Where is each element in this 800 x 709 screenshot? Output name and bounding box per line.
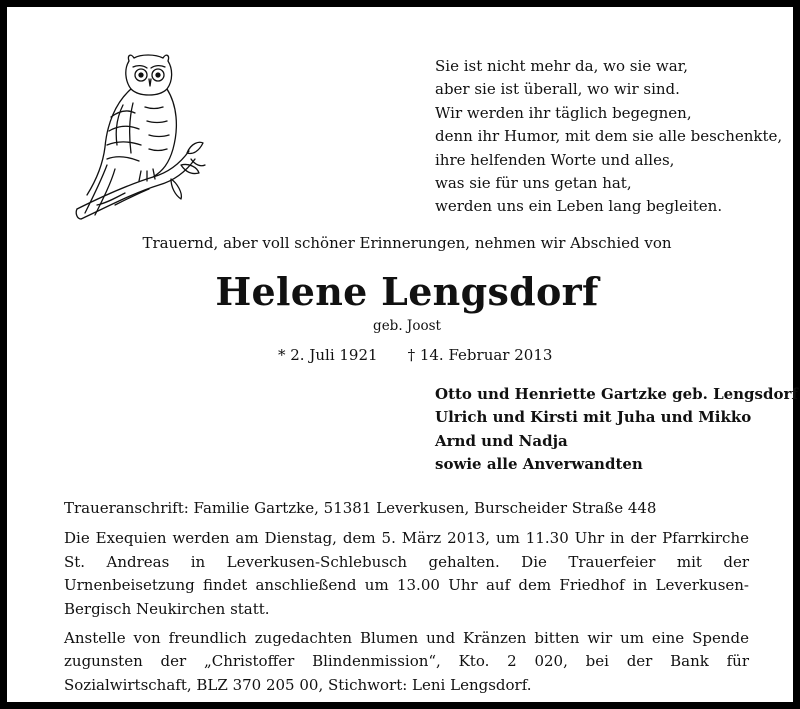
mourners-list	[435, 383, 798, 477]
owl-on-branch-icon	[67, 47, 207, 222]
mourner-line: Ulrich und Kirsti mit Juha und Mikko	[435, 408, 752, 427]
poem-line: Wir werden ihr täglich begegnen,	[435, 103, 692, 122]
intro-text: Trauernd, aber voll schöner Erinnerungen, nehmen wir Abschied von	[142, 234, 672, 252]
life-dates	[278, 345, 552, 365]
death-date: † 14. Februar 2013	[407, 346, 553, 364]
deceased-name: Helene Lengsdorf	[215, 269, 599, 314]
mourner-line: Otto und Henriette Gartzke geb. Lengsdorf	[435, 385, 798, 403]
poem-line: werden uns ein Leben lang begleiten.	[435, 197, 723, 216]
poem-line: aber sie ist überall, wo wir sind.	[435, 80, 680, 99]
notice-body	[64, 497, 749, 703]
donation-request: Anstelle von freundlich zugedachten Blumen und Kränzen bitten wir um eine Spende zugunsten der „Christoffer Blindenmission“, Kto. 2 020, bei der Bank für Sozialwirtschaft, BLZ 370 205 00, Stichwort: Leni Lengsdorf.	[64, 629, 749, 694]
poem-line: denn ihr Humor, mit dem sie alle beschenkte,	[435, 127, 783, 146]
poem-line: Sie ist nicht mehr da, wo sie war,	[435, 57, 688, 75]
birth-name: geb. Joost	[373, 318, 441, 334]
mourning-address: Traueranschrift: Familie Gartzke, 51381 Leverkusen, Burscheider Straße 448	[64, 499, 657, 517]
poem-line: was sie für uns getan hat,	[435, 174, 632, 193]
birth-date: * 2. Juli 1921	[278, 346, 378, 364]
service-details: Die Exequien werden am Dienstag, dem 5. März 2013, um 11.30 Uhr in der Pfarrkirche St. Andreas in Leverkusen-Schlebusch gehalten. Die Trauerfeier mit der Urnenbeisetzung findet anschließend um 13.00 Uhr auf dem Friedhof in Leverkusen-Bergisch Neukirchen statt.	[64, 529, 749, 618]
poem-line: ihre helfenden Worte und alles,	[435, 150, 675, 169]
mourner-line: sowie alle Anverwandten	[435, 455, 643, 474]
poem	[435, 55, 782, 219]
mourner-line: Arnd und Nadja	[435, 431, 568, 450]
